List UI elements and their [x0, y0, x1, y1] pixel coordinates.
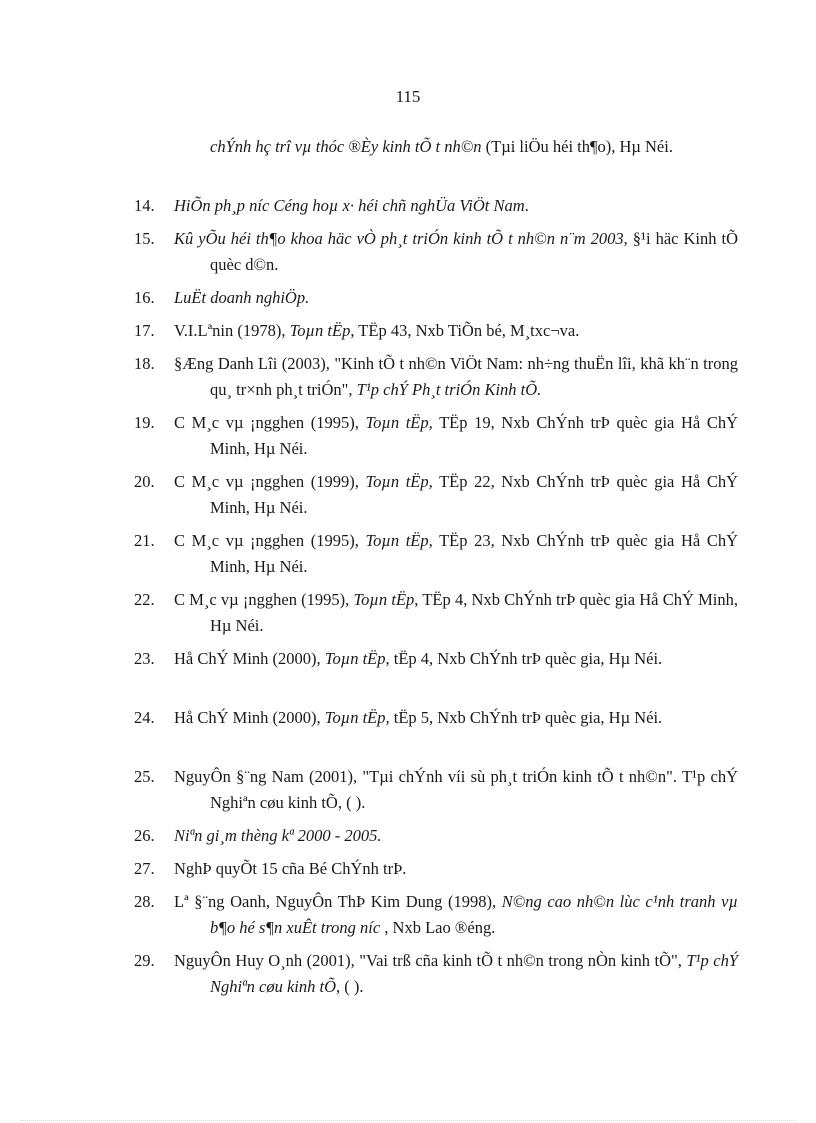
reference-italic-part: Niªn gi¸m thèng kª 2000 - 2005. — [174, 826, 382, 845]
reference-italic-part: Toµn tËp — [365, 531, 429, 550]
reference-text — [174, 226, 738, 278]
reference-text — [174, 469, 738, 521]
reference-plain-part: C M¸c vµ ¡ngghen (1995), — [174, 413, 366, 432]
reference-number: 14. — [134, 196, 155, 215]
reference-text — [174, 528, 738, 580]
reference-number: 18. — [134, 354, 155, 373]
reference-italic-part: Kû yÕu héi th¶o khoa häc vÒ ph¸t triÓn kinh tÕ t nh©n n¨m 2003 — [174, 229, 624, 248]
reference-italic-part: T¹p chÝ Ph¸t triÓn Kinh tÕ. — [356, 380, 542, 399]
reference-number: 21. — [134, 531, 155, 550]
reference-plain-part: §Æng Danh Lîi (2003), "Kinh tÕ t nh©n ViÖt Nam: nh÷ng thuËn lîi, khã kh¨n trong qu¸ tr×nh ph¸t triÓn", — [174, 354, 738, 399]
reference-plain-part: Hå ChÝ Minh (2000), — [174, 708, 325, 727]
reference-plain-part: , Nxb Lao ®éng. — [380, 918, 496, 937]
reference-text — [174, 856, 738, 882]
reference-text — [174, 823, 738, 849]
footer-divider — [20, 1120, 796, 1121]
reference-italic-part: LuËt doanh nghiÖp. — [174, 288, 310, 307]
reference-italic-part: Toµn tËp — [324, 649, 386, 668]
reference-italic-part: HiÕn ph¸p níc Céng hoµ x· héi chñ nghÜa ViÖt Nam — [174, 196, 525, 215]
reference-number: 26. — [134, 826, 155, 845]
reference-plain-part: , tËp 4, Nxb ChÝnh trÞ quèc gia, Hµ Néi. — [385, 649, 663, 668]
reference-plain-part: C M¸c vµ ¡ngghen (1995), — [174, 590, 354, 609]
reference-text — [174, 318, 738, 344]
reference-italic-part: Toµn tËp — [289, 321, 351, 340]
reference-number: 25. — [134, 767, 155, 786]
reference-text — [174, 705, 738, 731]
reference-plain-part: V.I.Lªnin (1978), — [174, 321, 290, 340]
reference-text — [174, 193, 738, 219]
reference-text — [174, 764, 738, 816]
reference-plain-part: , TËp 23, Nxb ChÝnh trÞ quèc gia Hå ChÝ Minh, Hµ Néi. — [210, 531, 738, 576]
reference-number: 29. — [134, 951, 155, 970]
continuation-text — [210, 134, 738, 160]
reference-plain-part: , §¹i häc Kinh tÕ quèc d©n. — [210, 229, 738, 274]
reference-italic-part: Toµn tËp — [365, 413, 429, 432]
reference-plain-part: C M¸c vµ ¡ngghen (1999), — [174, 472, 366, 491]
reference-number: 19. — [134, 413, 155, 432]
reference-text — [174, 285, 738, 311]
reference-plain-part: , TËp 4, Nxb ChÝnh trÞ quèc gia Hå ChÝ Minh, Hµ Néi. — [210, 590, 738, 635]
reference-plain-part: , ( ). — [336, 977, 364, 996]
reference-number: 17. — [134, 321, 155, 340]
reference-plain-part: , TËp 22, Nxb ChÝnh trÞ quèc gia Hå ChÝ Minh, Hµ Néi. — [210, 472, 738, 517]
reference-plain-part: , TËp 43, Nxb TiÕn bé, M¸txc¬va. — [350, 321, 580, 340]
reference-plain-part: NguyÔn Huy O¸nh (2001), "Vai trß cña kinh tÕ t nh©n trong nÒn kinh tÕ", — [174, 951, 687, 970]
reference-number: 20. — [134, 472, 155, 491]
reference-text — [174, 410, 738, 462]
reference-italic-part: Toµn tËp — [324, 708, 386, 727]
reference-text — [174, 889, 738, 941]
reference-number: 23. — [134, 649, 155, 668]
reference-number: 27. — [134, 859, 155, 878]
continuation-rest: (Tµi liÖu héi th¶o), Hµ Néi. — [481, 137, 673, 156]
reference-italic-part: N©ng cao nh©n lùc c¹nh tranh vµ b¶o hé s¶n xuÊt trong níc — [210, 892, 738, 937]
reference-number: 16. — [134, 288, 155, 307]
reference-text — [174, 948, 738, 1000]
reference-text — [174, 351, 738, 403]
reference-italic-part: Toµn tËp — [365, 472, 429, 491]
reference-plain-part: NguyÔn §¨ng Nam (2001), "Tµi chÝnh víi sù ph¸t triÓn kinh tÕ t nh©n". T¹p chÝ Nghiªn cøu kinh tÕ, ( ). — [174, 767, 738, 812]
reference-text — [174, 587, 738, 639]
reference-plain-part: , TËp 19, Nxb ChÝnh trÞ quèc gia Hå ChÝ Minh, Hµ Néi. — [210, 413, 738, 458]
reference-number: 28. — [134, 892, 155, 911]
reference-italic-part: T¹p chÝ Nghiªn cøu kinh tÕ — [210, 951, 738, 996]
reference-plain-part: . — [524, 196, 529, 215]
reference-number: 22. — [134, 590, 155, 609]
reference-plain-part: NghÞ quyÕt 15 cña Bé ChÝnh trÞ. — [174, 859, 407, 878]
reference-plain-part: Hå ChÝ Minh (2000), — [174, 649, 325, 668]
reference-text — [174, 646, 738, 672]
page-number: 115 — [395, 87, 421, 106]
reference-number: 15. — [134, 229, 155, 248]
reference-italic-part: Toµn tËp — [353, 590, 415, 609]
reference-plain-part: , tËp 5, Nxb ChÝnh trÞ quèc gia, Hµ Néi. — [385, 708, 663, 727]
reference-number: 24. — [134, 708, 155, 727]
reference-plain-part: Lª §¨ng Oanh, NguyÔn ThÞ Kim Dung (1998), — [174, 892, 502, 911]
reference-plain-part: C M¸c vµ ¡ngghen (1995), — [174, 531, 366, 550]
continuation-italic: chÝnh hç trî vµ thóc ®Èy kinh tÕ t nh©n — [210, 137, 482, 156]
